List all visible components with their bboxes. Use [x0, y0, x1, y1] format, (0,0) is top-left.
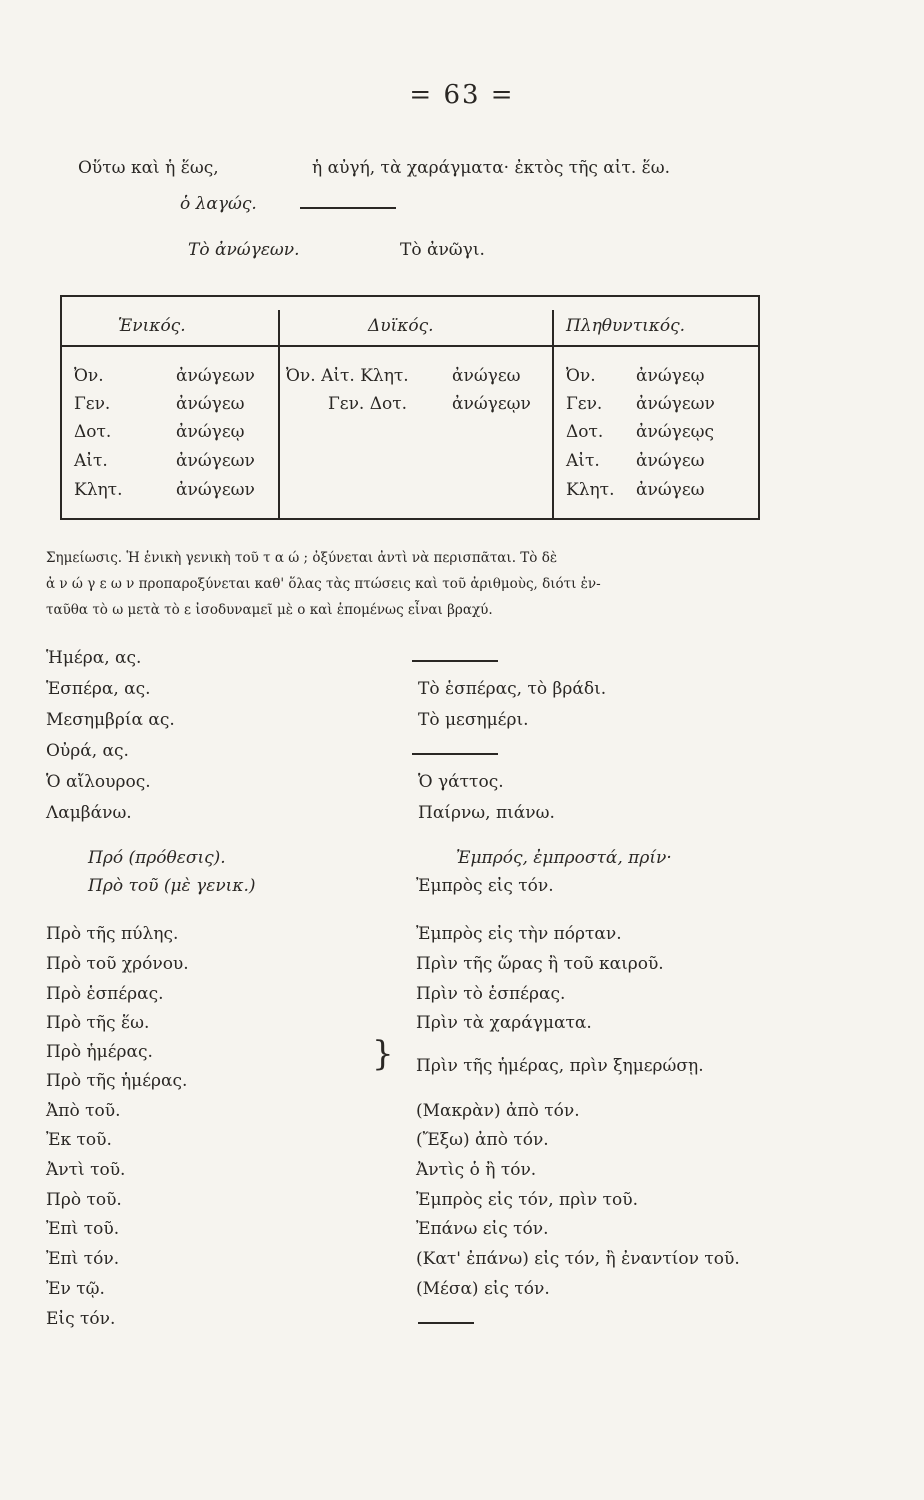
pl-form: ἀνώγεω — [636, 451, 705, 471]
phrase-right: Πρὶν τῆς ὥρας ἢ τοῦ καιροῦ. — [416, 954, 664, 974]
vocab-left: Οὐρά, ας. — [46, 741, 129, 761]
sg-form: ἀνώγεων — [176, 451, 255, 471]
phrase-right: Ἀντὶς ὁ ἢ τόν. — [416, 1160, 537, 1180]
table-bottom-rule — [60, 518, 760, 520]
du-form: ἀνώγεω — [452, 366, 521, 386]
prep-head-left-1: Πρό (πρόθεσις). — [88, 848, 226, 868]
phrase-dash — [418, 1322, 474, 1324]
phrase-right: (Μέσα) εἰς τόν. — [416, 1279, 550, 1299]
table-right-border — [758, 295, 760, 520]
sg-form: ἀνώγεω — [176, 394, 245, 414]
phrase-left: Πρὸ ἡμέρας. — [46, 1042, 153, 1062]
phrase-left: Ἐν τῷ. — [46, 1279, 105, 1299]
phrase-left: Πρὸ τῆς ἡμέρας. — [46, 1071, 188, 1091]
pl-form: ἀνώγεων — [636, 394, 715, 414]
phrase-right: (Μακρὰν) ἀπὸ τόν. — [416, 1101, 580, 1121]
sg-case: Αἰτ. — [74, 451, 108, 471]
pl-form: ἀνώγεῳς — [636, 422, 715, 442]
pl-case: Κλητ. — [566, 480, 615, 500]
intro-line3-left: Τὸ ἀνώγεων. — [188, 240, 300, 260]
phrase-right: Πρὶν τὸ ἑσπέρας. — [416, 984, 566, 1004]
intro-line1-left: Οὕτω καὶ ἡ ἕως, — [78, 158, 219, 178]
phrase-right: Ἐμπρὸς εἰς τόν, πρὶν τοῦ. — [416, 1190, 639, 1210]
pl-case: Δοτ. — [566, 422, 604, 442]
brace: } — [372, 1034, 394, 1074]
sg-form: ἀνώγεων — [176, 480, 255, 500]
phrase-left: Ἐπὶ τοῦ. — [46, 1219, 120, 1239]
sg-form: ἀνώγεων — [176, 366, 255, 386]
phrase-right: Ἐμπρὸς εἰς τὴν πόρταν. — [416, 924, 622, 944]
vocab-right: Τὸ ἑσπέρας, τὸ βράδι. — [418, 679, 607, 699]
pl-case: Ὀν. — [566, 366, 596, 386]
du-case: Γεν. Δοτ. — [328, 394, 408, 414]
page-number: = 63 = — [409, 80, 515, 110]
vocab-left: Ἑσπέρα, ας. — [46, 679, 151, 699]
table-top-rule — [60, 295, 760, 297]
pl-case: Αἰτ. — [566, 451, 600, 471]
vocab-right: Ὁ γάττος. — [418, 772, 504, 792]
pl-case: Γεν. — [566, 394, 603, 414]
vocab-dash — [412, 753, 498, 755]
phrase-left: Πρὸ ἑσπέρας. — [46, 984, 164, 1004]
vocab-right: Τὸ μεσημέρι. — [418, 710, 529, 730]
du-case: Ὀν. Αἰτ. Κλητ. — [286, 366, 409, 386]
table-header-rule — [60, 345, 760, 347]
phrase-right: (Κατ' ἐπάνω) εἰς τόν, ἢ ἐναντίον τοῦ. — [416, 1249, 740, 1269]
pl-form: ἀνώγεω — [636, 480, 705, 500]
phrase-left: Πρὸ τῆς πύλης. — [46, 924, 179, 944]
table-divider-2 — [552, 310, 554, 520]
sg-case: Ὀν. — [74, 366, 104, 386]
vocab-left: Ὁ αἴλουρος. — [46, 772, 151, 792]
table-divider-1 — [278, 310, 280, 520]
intro-line2-left: ὁ λαγώς. — [180, 194, 257, 214]
vocab-left: Ἡμέρα, ας. — [46, 648, 142, 668]
vocab-right: Παίρνω, πιάνω. — [418, 803, 555, 823]
vocab-dash — [412, 660, 498, 662]
phrase-left: Ἐκ τοῦ. — [46, 1130, 112, 1150]
note-line-2: ἀ ν ώ γ ε ω ν προπαροξύνεται καθ' ὅλας τὰς πτώσεις καὶ τοῦ ἀριθμοὺς, διότι ἐν- — [46, 576, 601, 592]
du-form: ἀνώγεῳν — [452, 394, 531, 414]
phrase-left: Ἀπὸ τοῦ. — [46, 1101, 121, 1121]
phrase-left: Πρὸ τοῦ. — [46, 1190, 122, 1210]
prep-head-right-2: Ἐμπρὸς εἰς τόν. — [416, 876, 554, 896]
intro-line3-right: Τὸ ἀνῶγι. — [400, 240, 485, 260]
phrase-left: Πρὸ τοῦ χρόνου. — [46, 954, 189, 974]
sg-form: ἀνώγεῳ — [176, 422, 245, 442]
sg-case: Δοτ. — [74, 422, 112, 442]
prep-head-right-1: Ἐμπρός, ἐμπροστά, πρίν· — [456, 848, 672, 868]
intro-line1-right: ἡ αὐγή, τὰ χαράγματα· ἐκτὸς τῆς αἰτ. ἕω. — [312, 158, 671, 178]
brace-right-text: Πρὶν τῆς ἡμέρας, πρὶν ξημερώσῃ. — [416, 1056, 704, 1076]
header-singular: Ἑνικός. — [118, 316, 186, 336]
vocab-left: Λαμβάνω. — [46, 803, 132, 823]
sg-case: Γεν. — [74, 394, 111, 414]
header-plural: Πληθυντικός. — [566, 316, 686, 336]
sg-case: Κλητ. — [74, 480, 123, 500]
phrase-right: (Ἔξω) ἀπὸ τόν. — [416, 1130, 549, 1150]
phrase-left: Ἀντὶ τοῦ. — [46, 1160, 126, 1180]
phrase-right: Ἐπάνω εἰς τόν. — [416, 1219, 549, 1239]
prep-head-left-2: Πρὸ τοῦ (μὲ γενικ.) — [88, 876, 256, 896]
vocab-left: Μεσημβρία ας. — [46, 710, 175, 730]
pl-form: ἀνώγεῳ — [636, 366, 705, 386]
phrase-left: Πρὸ τῆς ἕω. — [46, 1013, 150, 1033]
intro-dash — [300, 207, 396, 209]
table-left-border — [60, 295, 62, 520]
phrase-left: Ἐπὶ τόν. — [46, 1249, 120, 1269]
note-line-3: ταῦθα τὸ ω μετὰ τὸ ε ἰσοδυναμεῖ μὲ ο καὶ ἑπομένως εἶναι βραχύ. — [46, 602, 493, 618]
phrase-right: Πρὶν τὰ χαράγματα. — [416, 1013, 592, 1033]
note-line-1: Σημείωσις. Ἡ ἑνικὴ γενικὴ τοῦ τ α ώ ; ὀξύνεται ἀντὶ νὰ περισπᾶται. Τὸ δὲ — [46, 550, 558, 566]
phrase-left: Εἰς τόν. — [46, 1309, 116, 1329]
header-dual: Δυϊκός. — [368, 316, 434, 336]
